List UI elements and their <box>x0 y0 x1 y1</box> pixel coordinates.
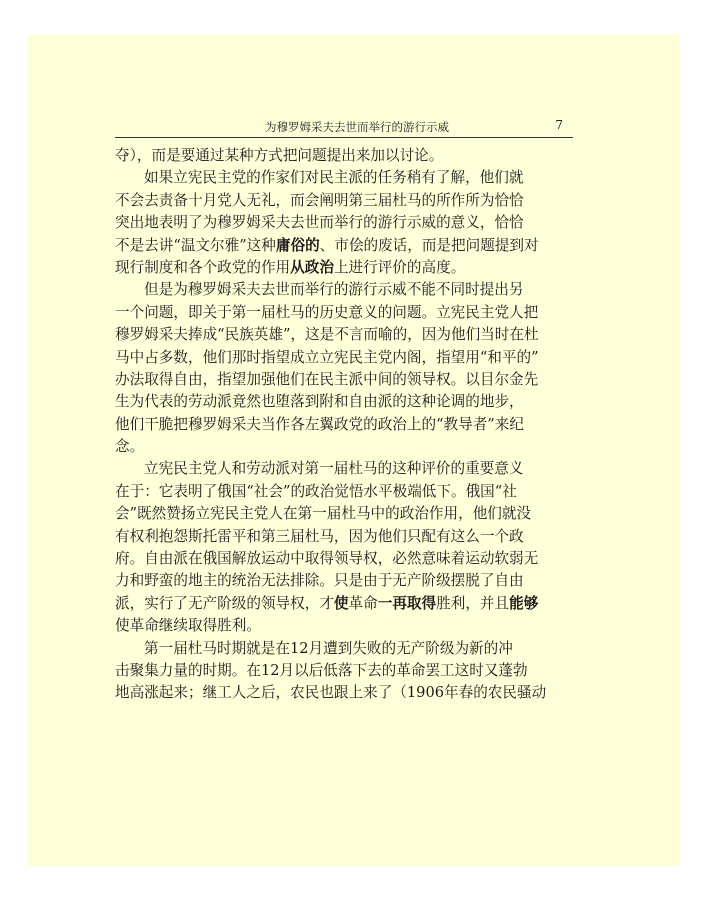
text-run: 派，实行了无产阶级的领导权，才 <box>115 594 334 612</box>
text-line: 地高涨起来；继工人之后，农民也跟上来了（1906年春的农民骚动 <box>115 684 547 702</box>
body-text <box>115 145 587 705</box>
text-line: 府。自由派在俄国解放运动中取得领导权，必然意味着运动软弱无 <box>115 550 539 568</box>
text-line: 力和野蛮的地主的统治无法排除。只是由于无产阶级摆脱了自由 <box>115 572 524 590</box>
text-line <box>115 593 587 615</box>
text-line: 使革命继续取得胜利。 <box>115 617 261 635</box>
text-line: 夺），而是要通过某种方式把问题提出来加以讨论。 <box>115 147 444 164</box>
running-header <box>115 117 573 138</box>
text-line: 击聚集力量的时期。在12月以后低落下去的革命罢工这时又蓬勃 <box>115 661 528 679</box>
page-number: 7 <box>555 118 563 132</box>
header-title: 为穆罗姆采夫去世而举行的游行示威 <box>265 120 449 134</box>
text-line: 一个问题，即关于第一届杜马的历史意义的问题。立宪民主党人把 <box>115 303 539 321</box>
text-line: 有权利抱怨斯托雷平和第三届杜马，因为他们只配有这么一个政 <box>115 527 524 545</box>
text-line <box>115 257 587 279</box>
text-line: 突出地表明了为穆罗姆采夫去世而举行的游行示威的意义，恰恰 <box>115 214 524 232</box>
text-line: 他们干脆把穆罗姆采夫当作各左翼政党的政治上的“教导者”来纪 <box>115 415 524 433</box>
text-run: 现行制度和各个政党的作用 <box>115 258 291 276</box>
text-run: 胜利，并且 <box>436 594 510 612</box>
text-line <box>115 235 587 257</box>
text-run: 上进行评价的高度。 <box>333 258 466 276</box>
emphasis-text: 能够 <box>509 594 539 612</box>
text-line: 马中占多数，他们那时指望成立立宪民主党内阁，指望用“和平的” <box>115 348 539 366</box>
paragraph-start-line: 如果立宪民主党的作家们对民主派的任务稍有了解，他们就 <box>144 169 524 187</box>
text-line: 不会去责备十月党人无礼，而会阐明第三届杜马的所作所为恰恰 <box>115 191 524 209</box>
text-run: 不是去讲“温文尔雅”这种 <box>115 236 276 254</box>
emphasis-text: 使 <box>333 594 349 612</box>
text-line: 穆罗姆采夫捧成“民族英雄”，这是不言而喻的，因为他们当时在杜 <box>115 326 539 344</box>
paragraph-start-line: 第一届杜马时期就是在12月遭到失败的无产阶级为新的冲 <box>144 639 513 657</box>
text-line: 生为代表的劳动派竟然也堕落到附和自由派的这种论调的地步， <box>115 393 524 411</box>
text-line: 会”既然赞扬立宪民主党人在第一届杜马中的政治作用，他们就没 <box>115 505 532 523</box>
text-run: 、市侩的废话，而是把问题提到对 <box>319 236 539 254</box>
text-line: 在于：它表明了俄国“社会”的政治觉悟水平极端低下。俄国“社 <box>115 482 517 500</box>
text-line: 念。 <box>115 438 145 456</box>
emphasis-text: 一再取得 <box>377 594 437 612</box>
paragraph-start-line: 但是为穆罗姆采夫去世而举行的游行示威不能不同时提出另 <box>144 281 524 299</box>
paragraph-start-line: 立宪民主党人和劳动派对第一届杜马的这种评价的重要意义 <box>144 460 524 478</box>
text-run: 革命 <box>348 594 378 612</box>
emphasis-text: 庸俗的 <box>275 236 320 254</box>
emphasis-text: 从政治 <box>290 258 334 276</box>
text-line: 办法取得自由，指望加强他们在民主派中间的领导权。以目尔金先 <box>115 370 539 388</box>
